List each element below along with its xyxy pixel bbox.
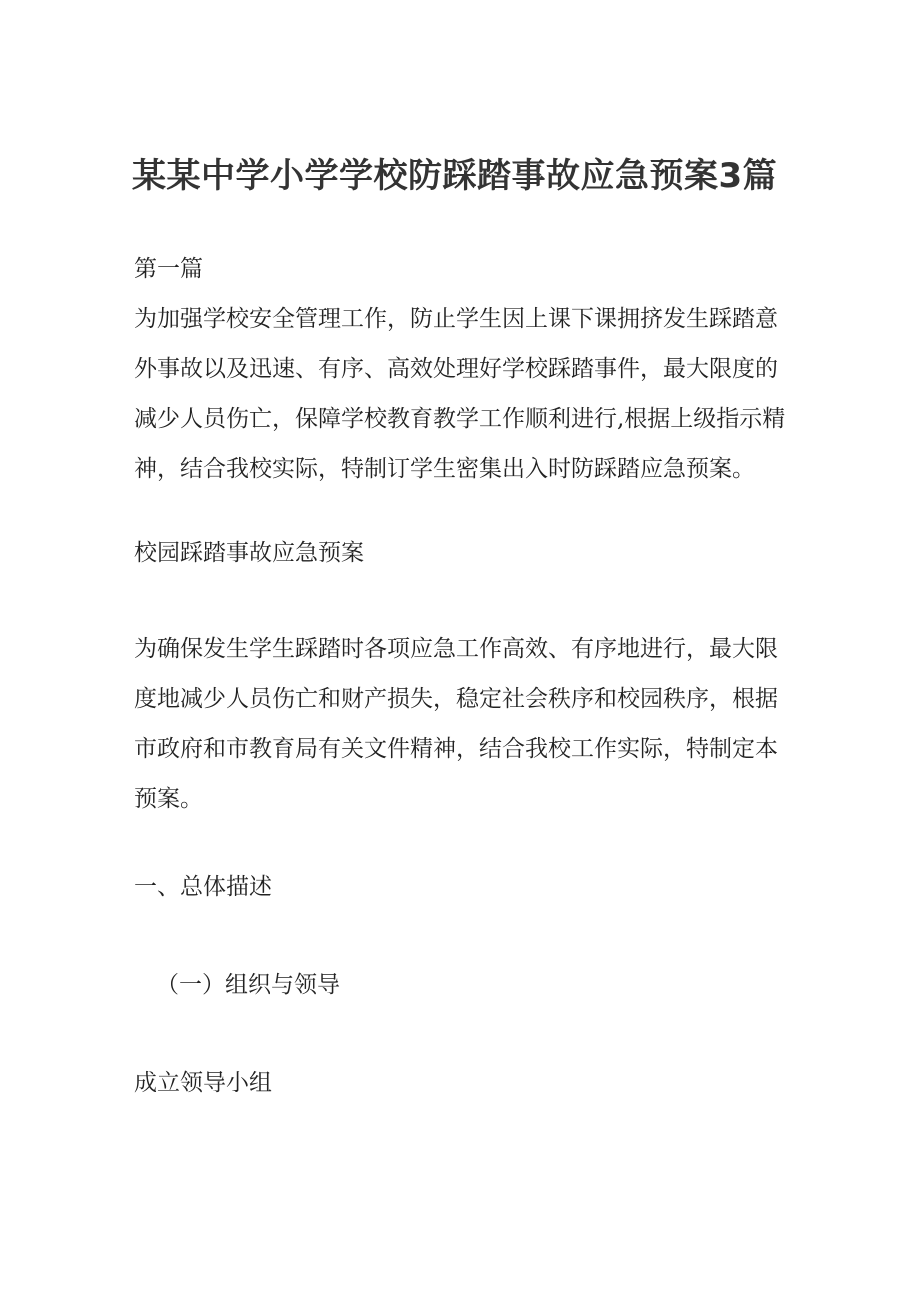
intro-line: 外事故以及迅速、有序、高效处理好学校踩踏事件，最大限度的 [134, 356, 778, 382]
leadership-group-text: 成立领导小组 [134, 1070, 272, 1096]
intro-paragraph [134, 294, 794, 494]
intro-line: 为加强学校安全管理工作，防止学生因上课下课拥挤发生踩踏意 [134, 306, 778, 332]
purpose-paragraph [134, 624, 794, 824]
intro-line: 减少人员伤亡，保障学校教育教学工作顺利进行,根据上级指示精 [134, 406, 786, 432]
overview-heading: 一、总体描述 [134, 874, 272, 900]
document-title: 某某中学小学学校防踩踏事故应急预案3篇 [132, 155, 778, 196]
first-part-label: 第一篇 [134, 256, 203, 282]
intro-line: 神，结合我校实际，特制订学生密集出入时防踩踏应急预案。 [134, 456, 755, 482]
organization-heading: （一）组织与领导 [156, 972, 340, 998]
purpose-line: 市政府和市教育局有关文件精神，结合我校工作实际，特制定本 [134, 736, 778, 762]
purpose-line: 预案。 [134, 786, 203, 812]
purpose-line: 度地减少人员伤亡和财产损失，稳定社会秩序和校园秩序，根据 [134, 686, 778, 712]
section-title: 校园踩踏事故应急预案 [134, 540, 364, 566]
purpose-line: 为确保发生学生踩踏时各项应急工作高效、有序地进行，最大限 [134, 636, 778, 662]
